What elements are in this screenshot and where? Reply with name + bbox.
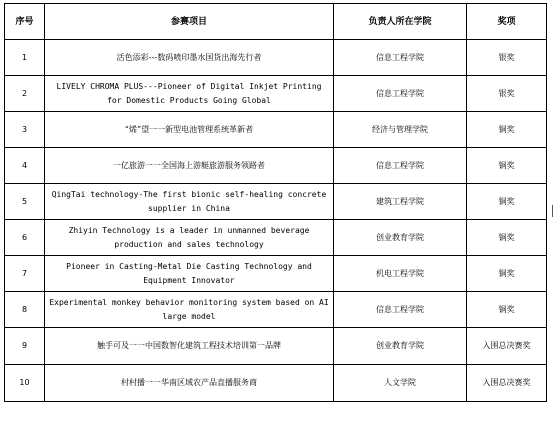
cell-project: QingTai technology-The first bionic self-healing concrete supplier in China	[45, 184, 334, 220]
cell-project: 一亿旅游一一全国海上游艇旅游服务领路者	[45, 148, 334, 184]
cell-college: 信息工程学院	[334, 76, 467, 112]
table-row	[5, 40, 547, 76]
cell-project: Experimental monkey behavior monitoring system based on AI large model	[45, 292, 334, 328]
cell-award: 铜奖	[467, 184, 547, 220]
table-row	[5, 112, 547, 148]
cell-no: 2	[5, 76, 45, 112]
cell-no: 1	[5, 40, 45, 76]
cell-college: 信息工程学院	[334, 148, 467, 184]
cell-project: 触手可及一一中国数智化建筑工程技术培训第一品牌	[45, 328, 334, 365]
header-college: 负责人所在学院	[334, 4, 467, 40]
cell-project: Pioneer in Casting-Metal Die Casting Technology and Equipment Innovator	[45, 256, 334, 292]
cell-award: 铜奖	[467, 112, 547, 148]
cell-project: 村村播一一华南区域农产品直播服务商	[45, 365, 334, 402]
cell-no: 6	[5, 220, 45, 256]
awards-table	[4, 3, 547, 402]
table-row	[5, 292, 547, 328]
cell-award: 铜奖	[467, 292, 547, 328]
scroll-edge-mark	[552, 205, 553, 217]
cell-award: 铜奖	[467, 148, 547, 184]
cell-college: 信息工程学院	[334, 40, 467, 76]
cell-college: 创业教育学院	[334, 328, 467, 365]
cell-no: 4	[5, 148, 45, 184]
cell-award: 铜奖	[467, 256, 547, 292]
cell-project: 活色添彩---数码喷印墨水国货出海先行者	[45, 40, 334, 76]
header-project: 参赛项目	[45, 4, 334, 40]
cell-no: 7	[5, 256, 45, 292]
header-award: 奖项	[467, 4, 547, 40]
cell-no: 8	[5, 292, 45, 328]
cell-no: 9	[5, 328, 45, 365]
cell-project: Zhiyin Technology is a leader in unmanned beverage production and sales technology	[45, 220, 334, 256]
cell-project: LIVELY CHROMA PLUS---Pioneer of Digital Inkjet Printing for Domestic Products Going Global	[45, 76, 334, 112]
table-row	[5, 220, 547, 256]
table-row	[5, 184, 547, 220]
table-row	[5, 148, 547, 184]
cell-college: 建筑工程学院	[334, 184, 467, 220]
cell-college: 信息工程学院	[334, 292, 467, 328]
cell-college: 创业教育学院	[334, 220, 467, 256]
cell-project: “烯”望一一新型电池管理系统革新者	[45, 112, 334, 148]
cell-award: 铜奖	[467, 220, 547, 256]
cell-college: 人文学院	[334, 365, 467, 402]
cell-college: 经济与管理学院	[334, 112, 467, 148]
cell-no: 10	[5, 365, 45, 402]
cell-award: 入围总决赛奖	[467, 365, 547, 402]
header-no: 序号	[5, 4, 45, 40]
table-row	[5, 365, 547, 402]
cell-no: 5	[5, 184, 45, 220]
table-row	[5, 256, 547, 292]
cell-no: 3	[5, 112, 45, 148]
cell-award: 入围总决赛奖	[467, 328, 547, 365]
cell-award: 银奖	[467, 40, 547, 76]
table-row	[5, 328, 547, 365]
table-row	[5, 76, 547, 112]
cell-award: 银奖	[467, 76, 547, 112]
table-header-row	[5, 4, 547, 40]
cell-college: 机电工程学院	[334, 256, 467, 292]
